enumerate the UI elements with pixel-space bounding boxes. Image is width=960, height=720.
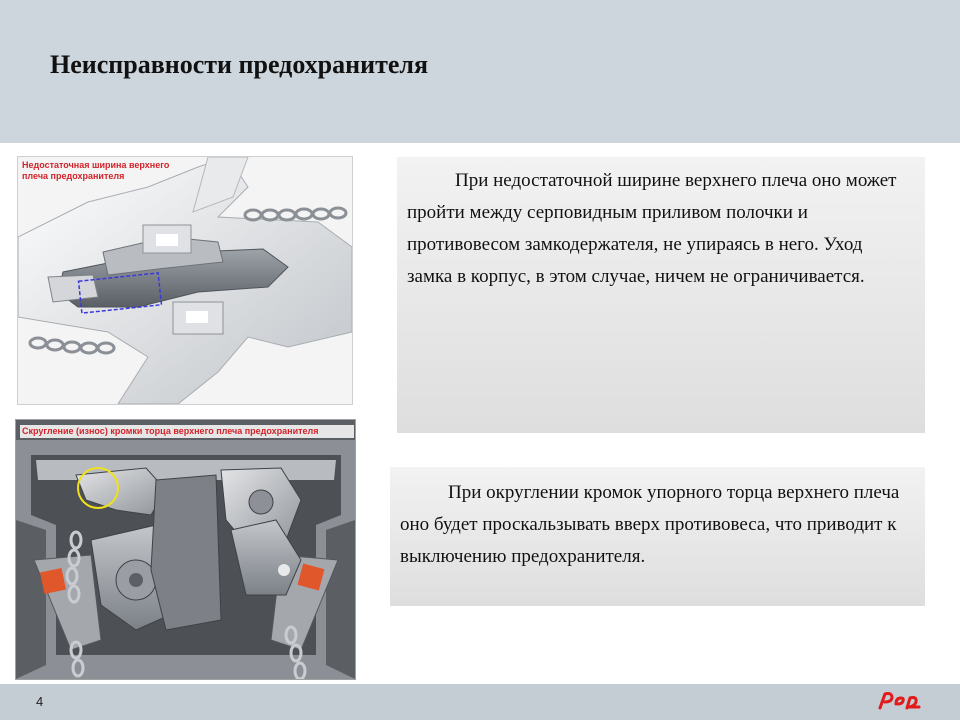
coupler-illustration-bottom: [15, 419, 356, 680]
text-box-top: [397, 157, 925, 433]
text-box-bottom: [390, 467, 925, 606]
rzd-logo-icon: [877, 690, 921, 712]
coupler-top-drawing: [18, 157, 352, 404]
text-paragraph-bottom: При округлении кромок упорного торца верхнего плеча оно будет проскальзывать вверх противовеса, что приводит к выключению предохранителя.: [400, 482, 900, 567]
slide-title: Неисправности предохранителя: [50, 50, 429, 79]
page-number: 4: [36, 694, 44, 709]
text-paragraph-top: При недостаточной ширине верхнего плеча оно может пройти между серповидным приливом полочки и противовесом замкодержателя, не упираясь в него. Уход замка в корпус, в этом случае, ничем не ограничивается.: [407, 170, 897, 287]
coupler-illustration-top: [17, 156, 353, 405]
coupler-bottom-drawing: [16, 420, 355, 679]
figure-caption-bottom: Скругление (износ) кромки торца верхнего плеча предохранителя: [20, 425, 354, 438]
footer-band: [0, 684, 960, 720]
figure-caption-top: Недостаточная ширина верхнего плеча предохранителя: [22, 160, 170, 181]
